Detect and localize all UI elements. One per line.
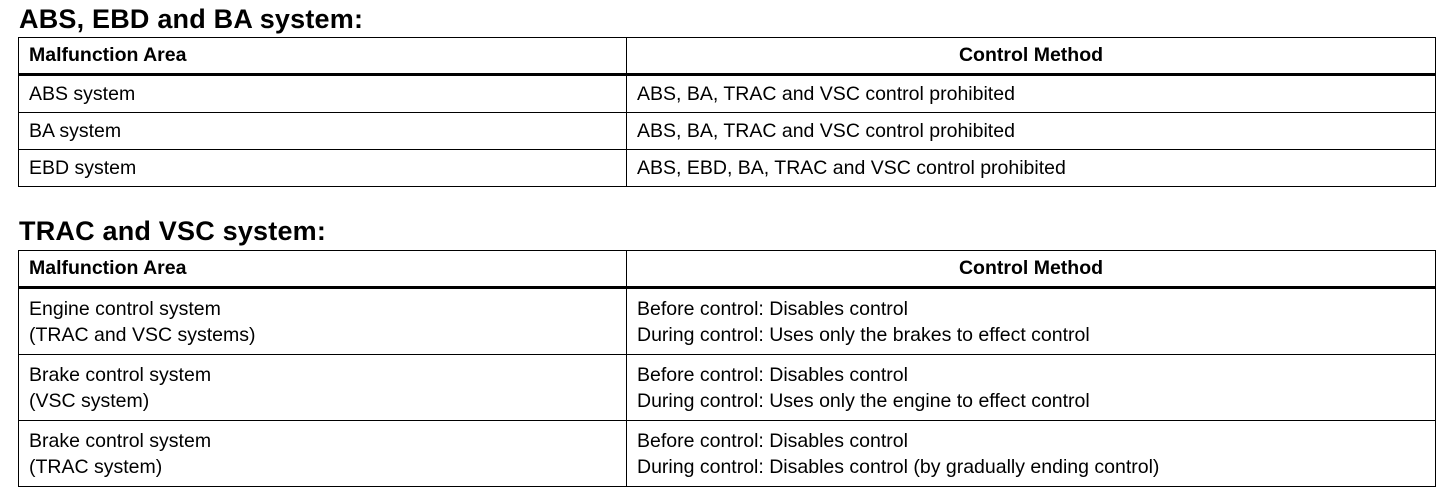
table-header-row	[19, 38, 1436, 75]
cell-line: Before control: Disables control	[637, 429, 908, 452]
cell-line: During control: Uses only the engine to effect control	[637, 390, 1090, 412]
malfunction-area-cell	[19, 355, 627, 421]
malfunction-area-cell	[19, 75, 627, 113]
cell-line: During control: Uses only the brakes to effect control	[637, 324, 1090, 346]
malfunction-area-cell	[19, 150, 627, 187]
cell-line: Before control: Disables control	[637, 297, 908, 320]
cell-line: (TRAC and VSC systems)	[29, 324, 256, 346]
cell-line: Brake control system	[29, 429, 212, 452]
cell-line: ABS, BA, TRAC and VSC control prohibited	[637, 82, 1015, 105]
cell-line: EBD system	[29, 156, 137, 179]
cell-line: BA system	[29, 119, 122, 142]
cell-line: ABS system	[29, 82, 136, 105]
malfunction-area-cell	[19, 113, 627, 150]
column-header-control-method: Control Method	[627, 251, 1436, 288]
table-row	[19, 75, 1436, 113]
cell-line: (VSC system)	[29, 390, 150, 412]
column-header-malfunction-area: Malfunction Area	[19, 38, 627, 75]
table-row	[19, 355, 1436, 421]
cell-line: ABS, EBD, BA, TRAC and VSC control prohibited	[637, 156, 1066, 179]
cell-line: ABS, BA, TRAC and VSC control prohibited	[637, 119, 1015, 142]
control-method-cell	[627, 75, 1436, 113]
section-heading-trac-vsc: TRAC and VSC system:	[19, 216, 327, 246]
table-header-row	[19, 251, 1436, 288]
cell-line: Before control: Disables control	[637, 363, 908, 386]
abs-ebd-ba-table	[18, 37, 1436, 187]
table-row	[19, 288, 1436, 355]
malfunction-area-cell	[19, 288, 627, 355]
trac-vsc-table	[18, 250, 1436, 487]
table-row	[19, 421, 1436, 487]
malfunction-area-cell	[19, 421, 627, 487]
cell-line: During control: Disables control (by gradually ending control)	[637, 456, 1160, 478]
table-row	[19, 113, 1436, 150]
control-method-cell	[627, 150, 1436, 187]
cell-line: (TRAC system)	[29, 456, 163, 478]
control-method-cell	[627, 113, 1436, 150]
cell-line: Engine control system	[29, 297, 221, 320]
cell-line: Brake control system	[29, 363, 212, 386]
section-heading-abs: ABS, EBD and BA system:	[19, 4, 364, 34]
control-method-cell	[627, 355, 1436, 421]
table-row	[19, 150, 1436, 187]
control-method-cell	[627, 421, 1436, 487]
column-header-malfunction-area: Malfunction Area	[19, 251, 627, 288]
control-method-cell	[627, 288, 1436, 355]
column-header-control-method: Control Method	[627, 38, 1436, 75]
